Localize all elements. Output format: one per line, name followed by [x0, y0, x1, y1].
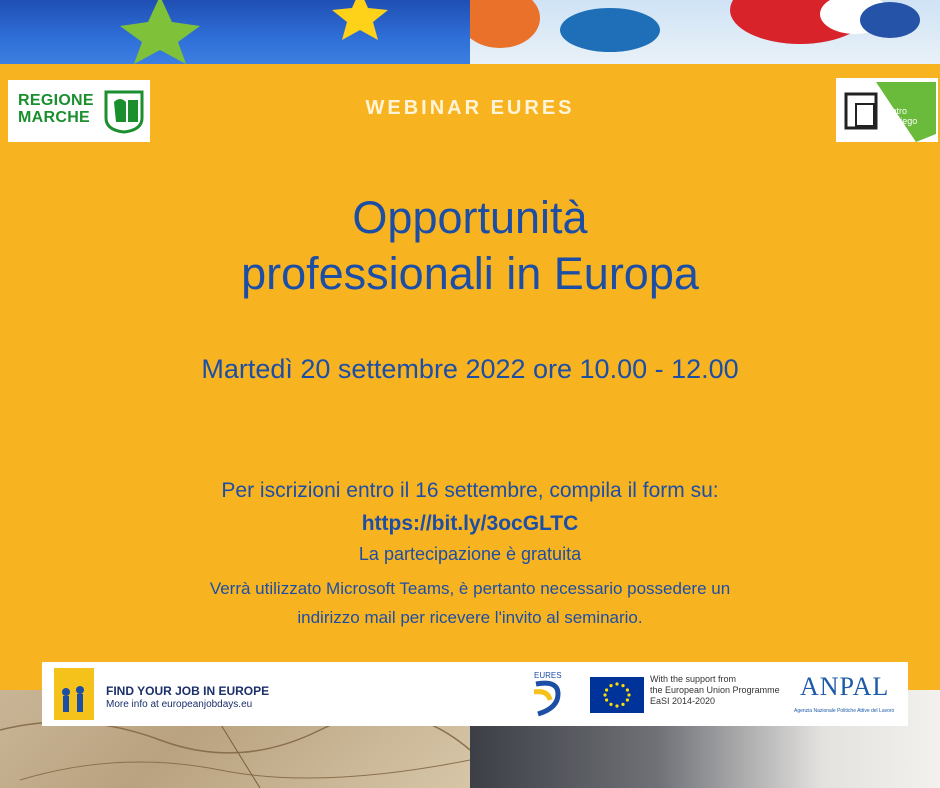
free-participation-text: La partecipazione è gratuita	[358, 544, 582, 564]
teams-info-text: Verrà utilizzato Microsoft Teams, è pertanto necessario possedere un indirizzo mail per ricevere l'invito al seminario.	[209, 579, 731, 627]
page-title	[60, 190, 880, 302]
top-photo-strip	[0, 0, 940, 64]
anpal-subtitle: Agenzia Nazionale Politiche Attive del Lavoro	[794, 708, 895, 714]
eu-flag-photo	[0, 0, 470, 64]
event-date: Martedì 20 settembre 2022 ore 10.00 - 12.00	[201, 354, 739, 384]
umbrellas-photo	[470, 0, 940, 64]
webinar-kicker: WEBINAR EURES	[365, 97, 575, 119]
find-your-job-subtitle: More info at europeanjobdays.eu	[106, 699, 253, 710]
eures-emblem-icon	[528, 668, 570, 720]
job-days-people-icon	[54, 668, 94, 720]
regione-marche-logo-text: REGIONE MARCHE	[18, 92, 94, 126]
eu-support-line-3: EaSI 2014-2020	[650, 696, 716, 706]
registration-text	[180, 474, 760, 540]
eu-support-text	[650, 674, 780, 707]
svg-text:l'impiego: l'impiego	[882, 116, 918, 126]
registration-intro: Per iscrizioni entro il 16 settembre, compila il form su:	[221, 479, 719, 502]
partner-logos-band	[42, 662, 908, 726]
eu-support-line-1: With the support from	[650, 674, 737, 684]
registration-link[interactable]: https://bit.ly/3ocGLTC	[361, 512, 579, 535]
european-job-days-logo	[54, 668, 94, 720]
title-line-2: professionali in Europa	[241, 248, 699, 299]
eu-support-line-2: the European Union Programme	[650, 685, 780, 695]
eu-stars-icon	[590, 677, 644, 713]
eures-logo	[528, 668, 570, 720]
eu-stars-decoration	[0, 0, 470, 64]
find-your-job-title: FIND YOUR JOB IN EUROPE	[106, 684, 270, 698]
svg-text:centro: centro	[882, 106, 908, 116]
eures-label: EURES	[534, 671, 562, 680]
title-line-1: Opportunità	[352, 192, 588, 243]
anpal-logo: ANPAL	[800, 672, 890, 701]
eu-flag-icon	[590, 677, 644, 713]
umbrellas-decoration	[470, 0, 940, 64]
